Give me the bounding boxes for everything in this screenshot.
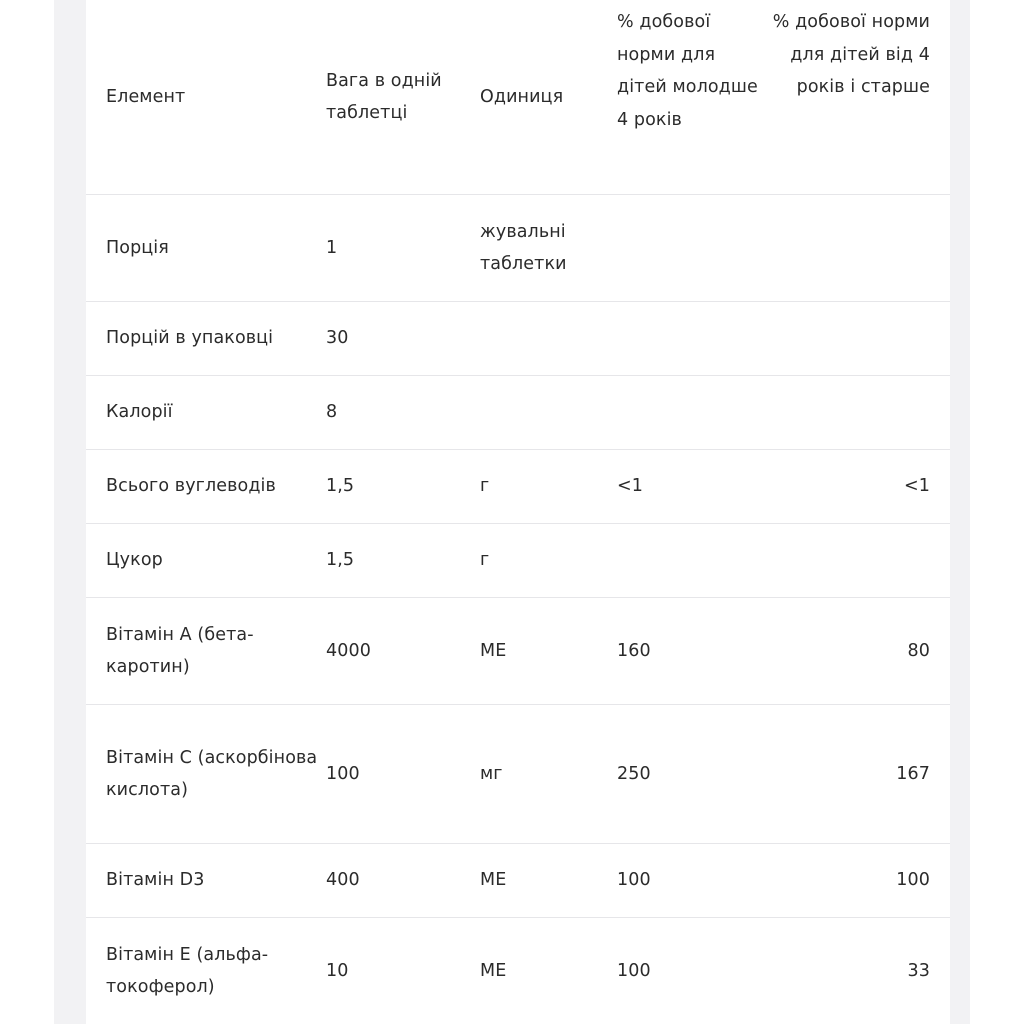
header-dv-4-and-older: % добової норми для дітей від 4 років і старше: [766, 0, 950, 195]
cell-element: Вітамін C (аскорбінова кислота): [86, 705, 326, 844]
cell-dv-under-4: 160: [617, 598, 766, 705]
cell-dv-4-and-older: [766, 302, 950, 376]
cell-dv-under-4: [617, 376, 766, 450]
cell-dv-under-4: <1: [617, 450, 766, 524]
header-dv-under-4: % добової норми для дітей молодше 4 років: [617, 0, 766, 195]
cell-weight: 100: [326, 705, 480, 844]
table-row: [86, 705, 950, 844]
cell-dv-4-and-older: 100: [766, 844, 950, 918]
cell-dv-under-4: [617, 524, 766, 598]
nutrition-table: [86, 0, 950, 1024]
cell-dv-4-and-older: 80: [766, 598, 950, 705]
cell-element: Вітамін A (бета-каротин): [86, 598, 326, 705]
cell-unit: МЕ: [480, 918, 617, 1024]
cell-element: Калорії: [86, 376, 326, 450]
cell-weight: 8: [326, 376, 480, 450]
cell-dv-under-4: 100: [617, 918, 766, 1024]
table-row: [86, 195, 950, 302]
cell-dv-4-and-older: [766, 195, 950, 302]
cell-dv-under-4: 250: [617, 705, 766, 844]
table-row: [86, 844, 950, 918]
table-row: [86, 376, 950, 450]
cell-dv-under-4: [617, 195, 766, 302]
cell-weight: 400: [326, 844, 480, 918]
cell-unit: г: [480, 524, 617, 598]
cell-weight: 4000: [326, 598, 480, 705]
cell-unit: г: [480, 450, 617, 524]
header-element: Елемент: [86, 0, 326, 195]
cell-unit: [480, 376, 617, 450]
cell-element: Вітамін D3: [86, 844, 326, 918]
cell-unit: МЕ: [480, 598, 617, 705]
cell-weight: 1,5: [326, 450, 480, 524]
cell-dv-under-4: [617, 302, 766, 376]
cell-weight: 1: [326, 195, 480, 302]
table-row: [86, 302, 950, 376]
nutrition-table-card: [86, 0, 950, 1024]
cell-dv-4-and-older: 167: [766, 705, 950, 844]
table-header-row: [86, 0, 950, 195]
cell-dv-4-and-older: [766, 376, 950, 450]
cell-dv-4-and-older: [766, 524, 950, 598]
cell-unit: мг: [480, 705, 617, 844]
cell-dv-4-and-older: <1: [766, 450, 950, 524]
cell-element: Порцій в упаковці: [86, 302, 326, 376]
cell-unit: [480, 302, 617, 376]
cell-element: Вітамін E (альфа-токоферол): [86, 918, 326, 1024]
cell-unit: жувальні таблетки: [480, 195, 617, 302]
cell-element: Порція: [86, 195, 326, 302]
cell-unit: МЕ: [480, 844, 617, 918]
header-unit: Одиниця: [480, 0, 617, 195]
table-row: [86, 918, 950, 1024]
table-row: [86, 524, 950, 598]
cell-dv-4-and-older: 33: [766, 918, 950, 1024]
table-row: [86, 450, 950, 524]
cell-weight: 30: [326, 302, 480, 376]
cell-weight: 10: [326, 918, 480, 1024]
cell-element: Цукор: [86, 524, 326, 598]
header-weight: Вага в одній таблетці: [326, 0, 480, 195]
table-row: [86, 598, 950, 705]
cell-dv-under-4: 100: [617, 844, 766, 918]
cell-weight: 1,5: [326, 524, 480, 598]
cell-element: Всього вуглеводів: [86, 450, 326, 524]
